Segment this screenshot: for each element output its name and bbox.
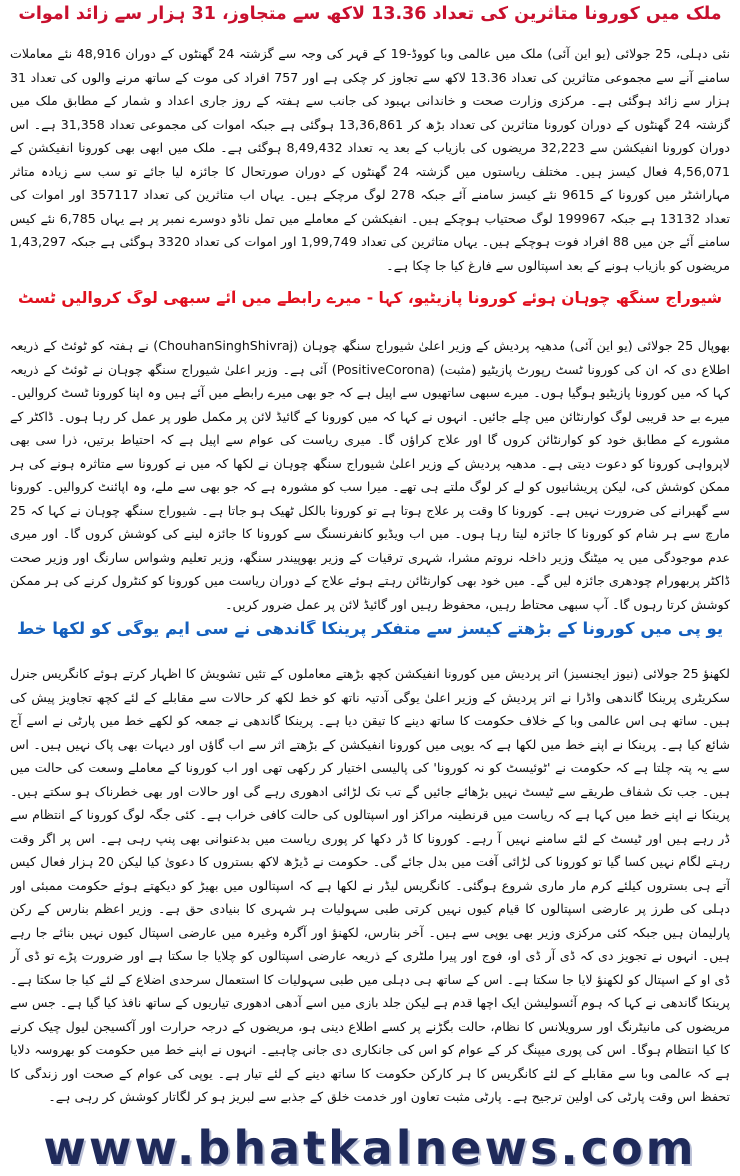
- article-3-headline: یو پی میں کورونا کے بڑھتے کیسز سے متفکر پرینکا گاندھی نے سی ایم یوگی کو لکھا خط: [16, 620, 724, 638]
- site-footer-link[interactable]: www.bhatkalnews.com: [43, 1121, 697, 1175]
- article-1-body: نئی دہلی، 25 جولائی (یو این آئی) ملک میں عالمی وبا کووڈ-19 کے قہر کی وجہ سے گزشتہ 24 گھنٹوں کے دوران 48,916 نئے معاملات سامنے آنے سے مجموعی متاثرین کی تعداد 13.36 لاکھ سے تجاوز کر چکی ہے اور 757 افراد کی موت کے ساتھ مرنے والوں کی تعداد 31 ہزار سے زائد ہوگئی ہے۔ مرکزی وزارت صحت و خاندانی بہبود کی جانب سے ہفتہ کے روز جاری اعداد و شمار کے مطابق ملک میں گزشتہ 24 گھنٹوں کے دوران کورونا متاثرین کی تعداد بڑھ کر 13,36,861 ہوگئی ہے جبکہ اموات کی مجموعی تعداد 31,358 ہے۔ اس دوران کورونا انفیکشن سے 32,223 مریضوں کی بازیاب کے بعد یہ تعداد 8,49,432 ہوگئی ہے۔ ملک میں ابھی بھی کورونا انفیکشن کے 4,56,071 فعال کیسز ہیں۔ مختلف ریاستوں میں گزشتہ 24 گھنٹوں کے دوران صورتحال کا جائزہ لیا جائے تو سب سے زیادہ متاثر مہاراشٹر میں کورونا کے 9615 نئے کیسز سامنے آئے جبکہ 278 لوگ مرچکے ہیں۔ یہاں اب متاثرین کی تعداد 357117 اور اموات کی تعداد 13132 ہے جبکہ 199967 لوگ صحتیاب ہوچکے ہیں۔ انفیکشن کے معاملے میں تمل ناڈو دوسرے نمبر پر ہے یہاں 6,785 نئے کیس سامنے آئے جن میں 88 افراد فوت ہوچکے ہیں۔ یہاں متاثرین کی تعداد 1,99,749 اور اموات کی تعداد 3320 ہوگئی ہے جبکہ 1,43,297 مریضوں کو بازیاب ہونے کے بعد اسپتالوں سے فارغ کیا جا چکا ہے۔: [10, 46, 730, 273]
- article-1-headline: ملک میں کورونا متاثرین کی تعداد 13.36 لاکھ سے متجاوز، 31 ہزار سے زائد اموات: [18, 4, 722, 24]
- article-2-headline: شیوراج سنگھ چوہان ہوئے کورونا پازیٹیو، کہا - میرے رابطے میں آئے سبھی لوگ کروالیں ٹسٹ: [17, 290, 723, 307]
- article-3-body: لکھنؤ 25 جولائی (نیوز ایجنسیز) اتر پردیش میں کورونا انفیکشن کچھ بڑھتے معاملوں کے تئیں تشویش کا اظہار کرتے ہوئے کانگریس جنرل سکریٹری پرینکا گاندھی واڈرا نے اتر پردیش کے وزیر اعلیٰ یوگی آدتیہ ناتھ کو خط لکھ کر حالات سے مقابلے کے لئے کچھ تجاویز پیش کی ہیں۔ ساتھ ہی اس عالمی وبا کے خلاف حکومت کا ساتھ دینے کا تیقن دیا ہے۔ پرینکا گاندھی نے جمعہ کو لکھے خط میں پارٹی نے اسے آج شائع کیا ہے۔ پرینکا نے اپنے خط میں لکھا ہے کہ یوپی میں کورونا انفیکشن کے بڑھتے اثر سے اب گاؤں اور دیہات بھی پاک نہیں ہیں۔ اس سے یہ پتہ چلتا ہے کہ حکومت نے 'ٹوئیسٹ کو نہ کورونا' کی پالیسی اختیار کر رکھی تھی اور اب کورونا کے معاملے وسعت کی حالت میں ہیں۔ جب تک شفاف طریقے سے ٹیسٹ نہیں بڑھائے جائیں گے تب تک لڑائی ادھوری رہے گی اور حالات اور بھی خطرناک ہو سکتے ہیں۔ پرینکا نے اپنے خط میں کہا ہے کہ ریاست میں قرنطینہ مراکز اور اسپتالوں کی حالت کافی خراب ہے۔ کئی جگہ لوگ کورونا کے انتظام سے ڈر رہے ہیں اور ٹیسٹ کے لئے سامنے نہیں آ رہے۔ کورونا کا ڈر دکھا کر پوری ریاست میں بدعنوانی بھی پنپ رہی ہے۔ اس پر اگر وقت رہتے لگام نہیں کسا گیا تو کورونا کی لڑائی آفت میں بدل جائے گی۔ حکومت نے ڈیڑھ لاکھ بستروں کا دعویٰ کیا لیکن 20 ہزار فعال کیس آتے ہی بستروں کیلئے کرم مار ماری شروع ہوگئی۔ کانگریس لیڈر نے لکھا ہے کہ اسپتالوں میں بھیڑ کو دیکھتے ہوئے حکومت ممبئی اور دہلی کی طرز پر عارضی اسپتالوں کا قیام کیوں نہیں کرتی طبی سہولیات ہر شہری کا بنیادی حق ہے۔ وزیر اعظم بنارس کے رکن پارلیمان ہیں جبکہ کئی مرکزی وزیر بھی یوپی سے ہیں۔ آخر بنارس، لکھنؤ اور آگرہ وغیرہ میں عارضی اسپتال کیوں نہیں بنائے جا رہے ہیں۔ انہوں نے تجویز دی کہ ڈی آر ڈی او، فوج اور پیرا ملٹری کے ذریعہ عارضی اسپتالوں کو چلایا جا سکتا ہے اور ضرورت پڑے تو ڈی آر ڈی او کے اسپتال کو لکھنؤ لایا جا سکتا ہے۔ اس کے ساتھ ہی دہلی میں طبی سہولیات کا استعمال سرحدی اضلاع کے لئے کیا جا سکتا ہے۔ پرینکا گاندھی نے کہا کہ ہوم آئسولیشن ایک اچھا قدم ہے لیکن جلد بازی میں اسے آدھی ادھوری تیاریوں کے ساتھ نافذ کیا گیا ہے۔ جس سے مریضوں کی مانیٹرنگ اور سرویلانس کا نظام، حالت بگڑنے پر کسے اطلاع دینی ہو، مریضوں کے درجہ حرارت اور آکسیجن لیول چیک کرنے کا کیا انتظام ہوگا۔ اس کی پوری میپنگ کر کے عوام کو اس کی جانکاری دی جانی چاہیے۔ انہوں نے اپنے خط میں حکومت کو بھروسہ دلایا ہے کہ عالمی وبا سے مقابلے کے لئے کانگریس کا ہر کارکن حکومت کا ساتھ دینے کے لئے تیار ہے۔ یوپی کی عوام کے صحت اور زندگی کا تحفظ اس وقت پارٹی کی اولین ترجیح ہے۔ پارٹی مثبت تعاون اور خدمت خلق کے جذبے سے لبریز ہو کر لگاتار کوشش کر رہی ہے۔: [10, 666, 730, 1104]
- article-2-body: بھوپال 25 جولائی (یو این آئی) مدھیہ پردیش کے وزیر اعلیٰ شیوراج سنگھ چوہان (ChouhanSinghShivraj) نے ہفتہ کو ٹوئٹ کے ذریعہ اطلاع دی کہ ان کی کورونا ٹسٹ رپورٹ پازیٹیو (مثبت) (PositiveCorona) آئی ہے۔ وزیر اعلیٰ شیوراج سنگھ چوہان نے ٹوئٹ کے ذریعہ کہا کہ میں کورونا پازیٹیو ہوگیا ہوں۔ میرے سبھی ساتھیوں سے اپیل ہے کہ جو بھی میرے رابطے میں آئے ہیں وہ اپنا کورونا ٹسٹ کروالیں۔ میرے بے حد قریبی لوگ کوارنٹائن میں چلے جائیں۔ انہوں نے کہا کہ میں کورونا کے گائیڈ لائن پر مکمل طور پر عمل کر رہا ہوں۔ ڈاکٹر کے مشورے کے مطابق خود کو کوارنٹائن کروں گا اور علاج کراؤں گا۔ میری ریاست کی عوام سے اپیل ہے کہ احتیاط برتیں، ذرا سی بھی لاپرواہی کورونا کو دعوت دیتی ہے۔ مدھیہ پردیش کے وزیر اعلیٰ شیوراج سنگھ چوہان نے لکھا کہ میں نے کورونا سے متاثرہ ہونے کی ہر ممکن کوشش کی، لیکن پریشانیوں کو لے کر لوگ ملتے ہی تھے۔ میرا سب کو مشورہ ہے کہ جو بھی سے ملے، وہ اپائنٹ کروالیں۔ کورونا سے گھبرانے کی ضرورت نہیں ہے۔ کورونا کا وقت پر علاج ہوتا ہے تو کورونا بالکل ٹھیک ہو جاتا ہے۔ شیوراج سنگھ چوہان نے کہا کہ 25 مارچ سے ہر شام کو کورونا کا جائزہ لیتا رہا ہوں۔ میں اب ویڈیو کانفرنسنگ سے کورونا کا جائزہ لینے کی کوشش کروں گا۔ اور میری عدم موجودگی میں یہ میٹنگ وزیر داخلہ نروتم مشرا، شہری ترقیات کے وزیر بھوپیندر سنگھ، وزیر تعلیم وشواس سارنگ اور وزیر صحت ڈاکٹر پربھورام چودھری جائزہ لیں گے۔ میں خود بھی کوارنٹائن رہتے ہوئے علاج کے دوران ریاست میں کورونا کو کنٹرول کرنے کی ہر ممکن کوشش کرتا رہوں گا۔ آپ سبھی محتاط رہیں، محفوظ رہیں اور گائیڈ لائن پر عمل ضرور کریں۔: [10, 338, 730, 612]
